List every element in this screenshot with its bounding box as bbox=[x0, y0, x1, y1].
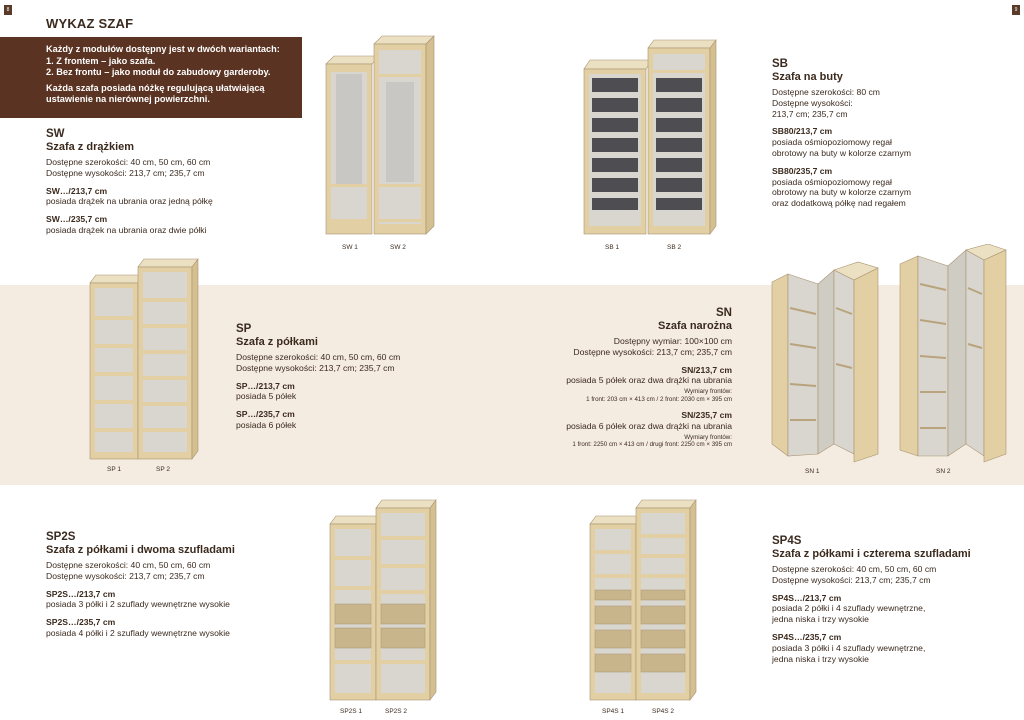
variant-desc: posiada ośmiopoziomowy regał bbox=[772, 176, 892, 187]
variant-desc: posiada 5 półek bbox=[236, 391, 297, 402]
section-code: SP4S bbox=[772, 535, 802, 547]
variant-desc: posiada 3 półki i 2 szuflady wewnętrzne wysokie bbox=[46, 599, 230, 610]
section-sn bbox=[500, 307, 732, 449]
caption-sp1: SP 1 bbox=[107, 466, 121, 473]
dims-line: Dostępne szerokości: 40 cm, 50 cm, 60 cm bbox=[46, 157, 211, 167]
page-number-left: 8 bbox=[4, 5, 12, 15]
caption-sb1: SB 1 bbox=[605, 244, 620, 251]
sp-wardrobes-illustration bbox=[86, 258, 206, 462]
variant-desc: posiada 6 półek bbox=[236, 419, 297, 430]
section-code: SN bbox=[716, 307, 732, 319]
caption-sp2s1: SP2S 1 bbox=[340, 708, 363, 715]
variant-desc: oraz dodatkową półkę nad regałem bbox=[772, 198, 906, 209]
caption-sp2: SP 2 bbox=[156, 466, 170, 473]
variant-title: SP2S…/213,7 cm bbox=[46, 588, 116, 599]
variant-desc: posiada ośmiopoziomowy regał bbox=[772, 137, 892, 148]
variant-desc: jedna niska i trzy wysokie bbox=[772, 614, 869, 625]
variant-title: SB80/235,7 cm bbox=[772, 165, 833, 176]
section-sp bbox=[236, 323, 496, 431]
section-name: Szafa z półkami i czterema szufladami bbox=[772, 548, 971, 560]
dims-line: Dostępne wysokości: 213,7 cm; 235,7 cm bbox=[46, 167, 205, 178]
caption-sn2: SN 2 bbox=[936, 468, 951, 475]
section-code: SB bbox=[772, 58, 788, 70]
dims-line: Dostępne wysokości: 213,7 cm; 235,7 cm bbox=[236, 362, 395, 373]
section-sb bbox=[772, 58, 1012, 209]
variant-title: SN/235,7 cm bbox=[681, 410, 732, 421]
variant-title: SB80/213,7 cm bbox=[772, 126, 833, 137]
section-code: SW bbox=[46, 128, 65, 140]
section-name: Szafa narożna bbox=[658, 320, 732, 332]
dims-line: Dostępne wysokości: 213,7 cm; 235,7 cm bbox=[573, 346, 732, 357]
variant-desc: obrotowy na buty w kolorze czarnym bbox=[772, 187, 911, 198]
caption-sw1: SW 1 bbox=[342, 244, 358, 251]
dims-line: Dostępne szerokości: 40 cm, 50 cm, 60 cm bbox=[236, 352, 401, 362]
variant-desc: posiada drążek na ubrania oraz dwie półki bbox=[46, 224, 207, 235]
variant-desc: posiada 4 półki i 2 szuflady wewnętrzne wysokie bbox=[46, 627, 230, 638]
section-sp4s bbox=[772, 535, 1017, 664]
dims-line: 213,7 cm; 235,7 cm bbox=[772, 108, 848, 119]
variant-title: SP4S…/235,7 cm bbox=[772, 631, 842, 642]
variant-desc: obrotowy na buty w kolorze czarnym bbox=[772, 147, 911, 158]
variant-desc: jedna niska i trzy wysokie bbox=[772, 653, 869, 664]
caption-sw2: SW 2 bbox=[390, 244, 406, 251]
caption-sb2: SB 2 bbox=[667, 244, 682, 251]
intro-line: Każdy z modułów dostępny jest w dwóch wariantach: bbox=[46, 44, 280, 54]
variant-desc: posiada 2 półki i 4 szuflady wewnętrzne, bbox=[772, 603, 926, 614]
variant-title: SP2S…/235,7 cm bbox=[46, 617, 116, 628]
intro-line: ustawienie na nierównej powierzchni. bbox=[46, 94, 210, 104]
fronts-note: 1 front: 2250 cm × 413 cm / drugi front: 2250 cm × 395 cm bbox=[572, 441, 732, 449]
caption-sp2s2: SP2S 2 bbox=[385, 708, 408, 715]
caption-sn1: SN 1 bbox=[805, 468, 820, 475]
intro-line: 2. Bez frontu – jako moduł do zabudowy garderoby. bbox=[46, 67, 271, 77]
variant-desc: posiada drążek na ubrania oraz jedną półkę bbox=[46, 196, 213, 207]
sn-wardrobes-illustration bbox=[768, 244, 1018, 466]
dims-line: Dostępny wymiar: 100×100 cm bbox=[613, 336, 732, 346]
section-code: SP bbox=[236, 323, 252, 335]
variant-desc: posiada 6 półek oraz dwa drążki na ubrania bbox=[566, 420, 732, 431]
section-sp2s bbox=[46, 531, 306, 639]
section-name: Szafa na buty bbox=[772, 71, 843, 83]
section-name: Szafa z półkami bbox=[236, 336, 318, 348]
dims-line: Dostępne szerokości: 40 cm, 50 cm, 60 cm bbox=[46, 560, 211, 570]
page-title: WYKAZ SZAF bbox=[46, 16, 134, 31]
section-sw bbox=[46, 128, 306, 236]
dims-line: Dostępne wysokości: 213,7 cm; 235,7 cm bbox=[772, 574, 931, 585]
variant-title: SP…/213,7 cm bbox=[236, 380, 295, 391]
fronts-note: Wymiary frontów: bbox=[684, 433, 732, 441]
variant-desc: posiada 3 półki i 4 szuflady wewnętrzne, bbox=[772, 642, 926, 653]
sb-wardrobes-illustration bbox=[580, 36, 720, 238]
dims-line: Dostępne szerokości: 40 cm, 50 cm, 60 cm bbox=[772, 564, 937, 574]
variant-title: SW…/235,7 cm bbox=[46, 214, 108, 225]
section-code: SP2S bbox=[46, 531, 76, 543]
section-name: Szafa z półkami i dwoma szufladami bbox=[46, 544, 235, 556]
page-number-right: 9 bbox=[1012, 5, 1020, 15]
fronts-note: 1 front: 203 cm × 413 cm / 2 front: 2030 cm × 395 cm bbox=[586, 395, 732, 403]
sp2s-wardrobes-illustration bbox=[324, 494, 444, 704]
variant-title: SN/213,7 cm bbox=[681, 364, 732, 375]
section-name: Szafa z drążkiem bbox=[46, 141, 135, 153]
sw-wardrobes-illustration bbox=[320, 34, 440, 239]
variant-title: SP…/235,7 cm bbox=[236, 409, 295, 420]
dims-line: Dostępne szerokości: 80 cm bbox=[772, 87, 880, 97]
variant-title: SW…/213,7 cm bbox=[46, 185, 108, 196]
variant-title: SP4S…/213,7 cm bbox=[772, 592, 842, 603]
caption-sp4s2: SP4S 2 bbox=[652, 708, 675, 715]
sp4s-wardrobes-illustration bbox=[586, 494, 706, 704]
intro-line: 1. Z frontem – jako szafa. bbox=[46, 55, 156, 66]
dims-line: Dostępne wysokości: bbox=[772, 97, 853, 108]
caption-sp4s1: SP4S 1 bbox=[602, 708, 625, 715]
intro-line: Każda szafa posiada nóżkę regulującą ułatwiającą bbox=[46, 82, 265, 93]
variant-desc: posiada 5 półek oraz dwa drążki na ubrania bbox=[566, 375, 732, 386]
intro-box bbox=[0, 37, 302, 118]
fronts-note: Wymiary frontów: bbox=[684, 388, 732, 396]
dims-line: Dostępne wysokości: 213,7 cm; 235,7 cm bbox=[46, 570, 205, 581]
